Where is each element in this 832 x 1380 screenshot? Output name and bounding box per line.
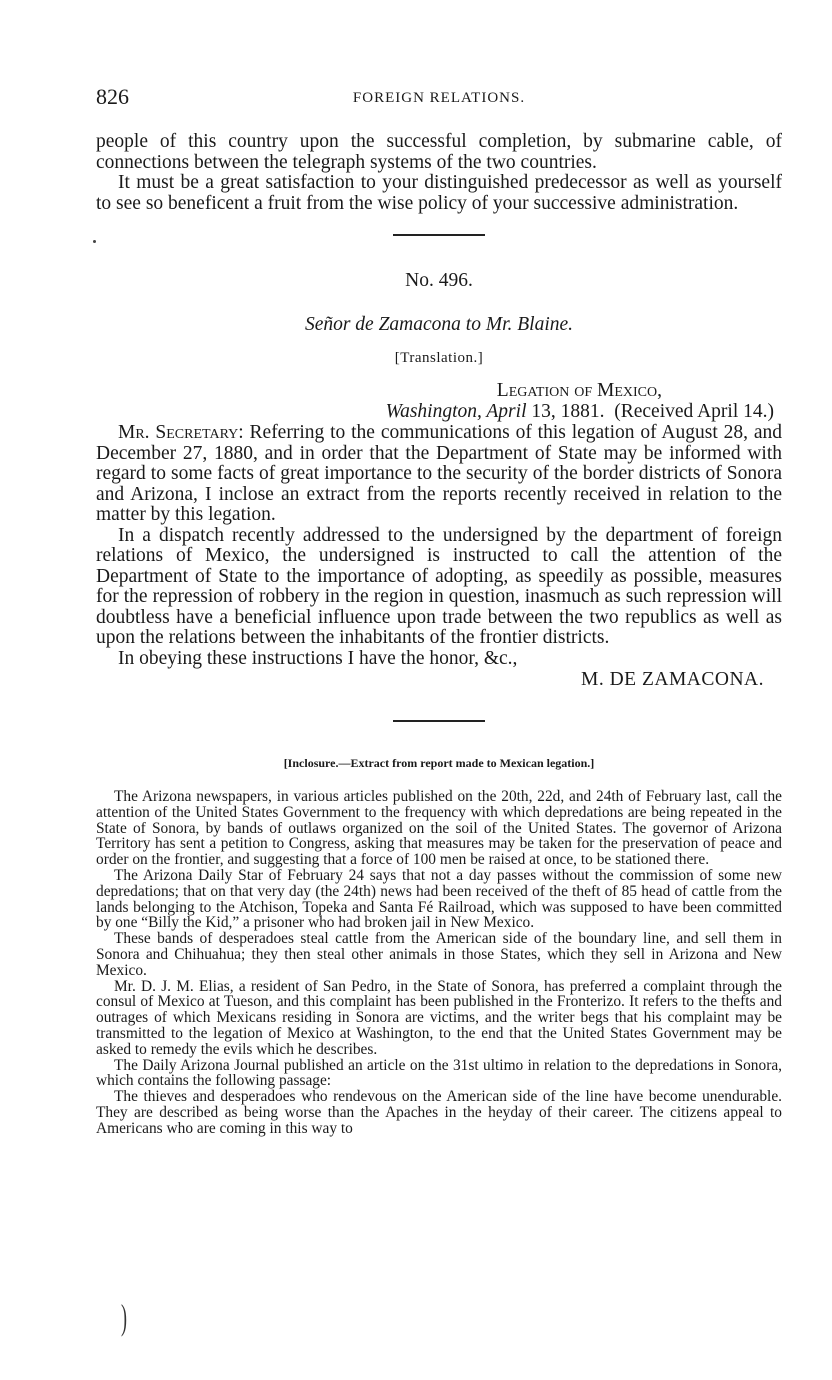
- inclosure-paragraph: The Daily Arizona Journal published an article on the 31st ultimo in relation to the depredations in Sonora, which contains the following passage:: [96, 1056, 782, 1090]
- letter-body: [96, 423, 782, 669]
- opening-paragraph: people of this country upon the successful completion, by submarine cable, of connections between the telegraph systems of the two countries.: [96, 131, 782, 173]
- page: [96, 84, 782, 1137]
- signature: M. DE ZAMACONA.: [581, 669, 764, 690]
- page-header: [96, 84, 782, 114]
- opening-text: [96, 132, 782, 214]
- letter-paragraph: In obeying these instructions I have the honor, &c.,: [118, 647, 518, 669]
- inclosure-paragraph: Mr. D. J. M. Elias, a resident of San Pedro, in the State of Sonora, has preferred a complaint through the consul of Mexico at Tueson, and this complaint has been published in the Fronterizo. It refers to the thefts and outrages of which Mexicans residing in Sonora are victims, and the writer begs that his complaint may be transmitted to the legation of Mexico at Washington, to the end that the United States Government may be asked to remedy the evils which he describes.: [96, 977, 782, 1058]
- dateline: [96, 401, 782, 423]
- inclosure-paragraph: The thieves and desperadoes who rendevous on the American side of the line have become unendurable. They are described as being worse than the Apaches in the heyday of their career. The citizens appeal to Americans who are coming in this way to: [96, 1088, 782, 1137]
- salutation: Mr. Secretary:: [118, 422, 244, 443]
- letter-paragraph: [96, 423, 782, 526]
- inclosure-paragraph: The Arizona newspapers, in various articles published on the 20th, 22d, and 24th of February last, call the attention of the United States Government to the frequency with which depredations are being repeated in the State of Sonora, by bands of outlaws organized on the soil of the United States. The governor of Arizona Territory has sent a petition to Congress, asking that measures may be taken for the preservation of peace and order on the frontier, and suggesting that a force of 100 men be raised at once, to be stationed there.: [96, 788, 782, 869]
- translation-note: [Translation.]: [394, 350, 484, 366]
- document-number: No. 496.: [405, 270, 473, 291]
- running-head: FOREIGN RELATIONS.: [352, 90, 526, 106]
- received-date: (Received April 14.): [614, 401, 774, 422]
- opening-paragraph: It must be a great satisfaction to your distinguished predecessor as well as yourself to see so beneficent a fruit from the wise policy of your successive administration.: [96, 172, 782, 214]
- page-number: 826: [96, 84, 129, 109]
- date-rest: 13, 1881.: [526, 401, 605, 422]
- letter-paragraph: In a dispatch recently addressed to the undersigned by the department of foreign relations of Mexico, the undersigned is instructed to call the attention of the Department of State to the importance of adopting, as speedily as possible, measures for the repression of robbery in the region in question, inasmuch as such repression will doubtless have a beneficial influence upon trade between the two republics as well as upon the relations between the inhabitants of the frontier districts.: [96, 524, 782, 648]
- legation-line: Legation of Mexico,: [496, 380, 662, 401]
- page-mark: ): [121, 1297, 127, 1337]
- inclosure-paragraph: These bands of desperadoes steal cattle from the American side of the boundary line, and sell them in Sonora and Chihuahua; they then steal other animals in those States, which they sell in Arizona and New Mexico.: [96, 930, 782, 979]
- inclosure-paragraph: The Arizona Daily Star of February 24 says that not a day passes without the commission of some new depredations; that on that very day (the 24th) news had been received of the theft of 85 head of cattle from the lands belonging to the Atchison, Topeka and Santa Fé Railroad, which was supposed to have been committed by one “Billy the Kid,” a prisoner who had broken jail in New Mexico.: [96, 866, 782, 932]
- document-subtitle: Señor de Zamacona to Mr. Blaine.: [304, 314, 574, 335]
- section-rule: [393, 720, 485, 722]
- date-place: Washington, April: [385, 401, 527, 422]
- inclosure-title: [Inclosure.—Extract from report made to Mexican legation.]: [283, 756, 595, 770]
- inclosure-body: [96, 789, 782, 1137]
- section-rule: [393, 234, 485, 236]
- letter-paragraph-text: Referring to the communications of this legation of August 28, and December 27, 1880, and in order that the Department of State may be informed with regard to some facts of great importance to the security of the border districts of Sonora and Arizona, I inclose an extract from the reports recently received in relation to the matter by this legation.: [96, 422, 782, 525]
